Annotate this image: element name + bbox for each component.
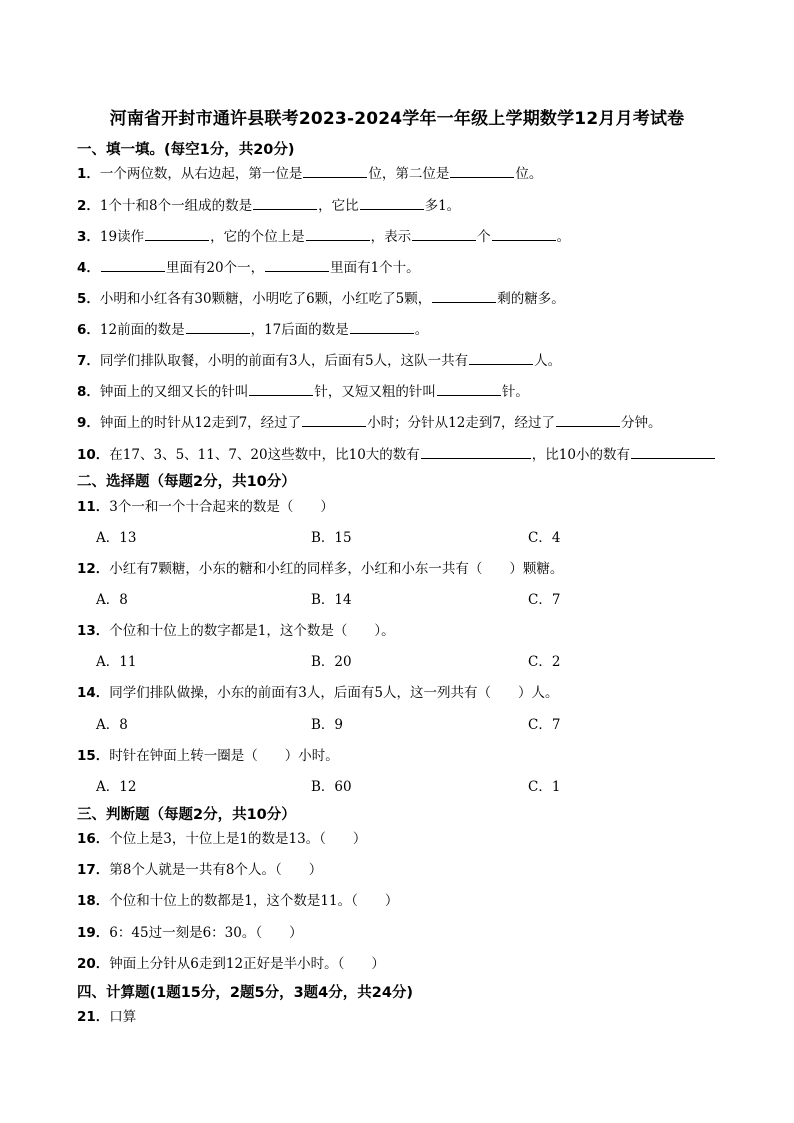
question-5	[77, 290, 565, 308]
question-number: 8．	[77, 384, 100, 400]
question-text: ，17后面的数是	[250, 322, 349, 338]
question-text: 1个十和8个一组成的数是	[99, 198, 253, 214]
question-7	[77, 352, 561, 370]
option-a[interactable]: A．11	[96, 654, 137, 670]
question-number: 3．	[77, 229, 100, 245]
answer-blank[interactable]	[492, 228, 556, 241]
section-heading-multiple-choice: 二、选择题（每题2分，共10分）	[77, 474, 296, 490]
question-number: 9．	[77, 415, 100, 431]
question-21	[77, 1008, 136, 1026]
answer-blank[interactable]	[421, 446, 531, 459]
answer-blank[interactable]	[186, 321, 250, 334]
question-text: 人。	[534, 353, 562, 369]
question-text: 钟面上的时针从12走到7，经过了	[99, 415, 302, 431]
question-number: 10．	[77, 447, 110, 463]
question-text: 钟面上分针从6走到12正好是半小时。（ ）	[109, 956, 385, 972]
question-number: 2．	[77, 198, 100, 214]
question-3	[77, 228, 570, 246]
section-heading-calculation: 四、计算题(1题15分，2题5分，3题4分，共24分)	[77, 985, 414, 1001]
page-title: 河南省开封市通许县联考2023-2024学年一年级上学期数学12月月考试卷	[109, 109, 685, 129]
answer-blank[interactable]	[303, 165, 367, 178]
question-text: 多1。	[424, 198, 461, 214]
answer-blank[interactable]	[145, 228, 209, 241]
option-c[interactable]: C．4	[528, 530, 561, 546]
question-9	[77, 414, 661, 432]
answer-blank[interactable]	[360, 197, 424, 210]
question-19	[77, 924, 303, 942]
question-20	[77, 955, 385, 973]
option-a[interactable]: A．12	[96, 779, 137, 795]
answer-blank[interactable]	[437, 383, 501, 396]
question-number: 20．	[77, 956, 110, 972]
question-text: ，表示	[370, 229, 412, 245]
answer-blank[interactable]	[302, 414, 366, 427]
question-number: 14．	[77, 685, 110, 701]
question-text: 个位和十位上的数字都是1，这个数是（ ）。	[109, 623, 395, 639]
question-text: 6：45过一刻是6：30。（ ）	[109, 925, 303, 941]
question-number: 16．	[77, 831, 110, 847]
question-15	[77, 747, 339, 765]
answer-blank[interactable]	[253, 197, 317, 210]
question-10	[77, 446, 716, 464]
question-text: 个位和十位上的数都是1，这个数是11。（ ）	[109, 893, 399, 909]
answer-blank[interactable]	[306, 228, 370, 241]
question-4	[77, 259, 420, 277]
question-number: 4．	[77, 260, 100, 276]
question-text: ，比10小的数有	[531, 447, 630, 463]
question-text: 同学们排队做操，小东的前面有3人，后面有5人，这一列共有（ ）人。	[109, 685, 559, 701]
question-8	[77, 383, 529, 401]
option-c[interactable]: C．7	[528, 717, 561, 733]
answer-blank[interactable]	[631, 446, 715, 459]
option-c[interactable]: C．1	[528, 779, 561, 795]
question-number: 11．	[77, 499, 110, 515]
answer-blank[interactable]	[432, 290, 496, 303]
option-b[interactable]: B．15	[311, 530, 352, 546]
question-text: 钟面上的又细又长的针叫	[99, 384, 249, 400]
option-b[interactable]: B．14	[311, 592, 352, 608]
option-c[interactable]: C．7	[528, 592, 561, 608]
answer-blank[interactable]	[249, 383, 313, 396]
question-text: 3个一和一个十合起来的数是（ ）	[109, 499, 334, 515]
question-number: 17．	[77, 862, 110, 878]
question-number: 5．	[77, 291, 100, 307]
question-2	[77, 197, 460, 215]
question-text: 小红有7颗糖，小东的糖和小红的同样多，小红和小东一共有（ ）颗糖。	[109, 561, 564, 577]
option-b[interactable]: B．20	[311, 654, 352, 670]
question-number: 13．	[77, 623, 110, 639]
answer-blank[interactable]	[556, 414, 620, 427]
question-text: 分钟。	[620, 415, 662, 431]
question-17	[77, 861, 322, 879]
answer-blank[interactable]	[350, 321, 414, 334]
answer-blank[interactable]	[469, 352, 533, 365]
question-text: 一个两位数，从右边起，第一位是	[99, 166, 303, 182]
question-text: 小明和小红各有30颗糖，小明吃了6颗，小红吃了5颗，	[99, 291, 432, 307]
question-text: 时针在钟面上转一圈是（ ）小时。	[109, 748, 339, 764]
answer-blank[interactable]	[101, 259, 165, 272]
question-number: 19．	[77, 925, 110, 941]
question-text: ，它比	[318, 198, 359, 214]
answer-blank[interactable]	[412, 228, 476, 241]
question-number: 6．	[77, 322, 100, 338]
question-11	[77, 498, 334, 516]
question-text: 里面有20个一，	[165, 260, 265, 276]
question-14	[77, 684, 558, 702]
question-text: ，它的个位上是	[210, 229, 305, 245]
question-text: 个位上是3，十位上是1的数是13。（ ）	[109, 831, 367, 847]
question-text: 口算	[109, 1009, 137, 1025]
option-b[interactable]: B．9	[311, 717, 344, 733]
question-13	[77, 622, 395, 640]
section-heading-fill-in: 一、填一填。(每空1分，共20分)	[77, 142, 295, 158]
answer-blank[interactable]	[265, 259, 329, 272]
question-text: 12前面的数是	[99, 322, 185, 338]
question-text: 在17、3、5、11、7、20这些数中，比10大的数有	[109, 447, 420, 463]
question-12	[77, 560, 563, 578]
question-text: 。	[414, 322, 429, 338]
question-1	[77, 165, 542, 183]
question-text: 针。	[501, 384, 529, 400]
question-text: 小时；分针从12走到7，经过了	[367, 415, 555, 431]
question-number: 1．	[77, 166, 100, 182]
option-a[interactable]: A．8	[96, 592, 128, 608]
option-a[interactable]: A．13	[96, 530, 137, 546]
option-a[interactable]: A．8	[96, 717, 128, 733]
question-text: 。	[556, 229, 571, 245]
question-text: 19读作	[99, 229, 145, 245]
option-b[interactable]: B．60	[311, 779, 352, 795]
question-6	[77, 321, 428, 339]
question-number: 15．	[77, 748, 110, 764]
question-text: 位，第二位是	[368, 166, 450, 182]
question-number: 7．	[77, 353, 100, 369]
option-c[interactable]: C．2	[528, 654, 561, 670]
answer-blank[interactable]	[450, 165, 514, 178]
question-number: 12．	[77, 561, 110, 577]
question-18	[77, 892, 398, 910]
question-number: 18．	[77, 893, 110, 909]
question-text: 针，又短又粗的针叫	[314, 384, 436, 400]
question-number: 21．	[77, 1009, 110, 1025]
question-text: 第8个人就是一共有8个人。（ ）	[109, 862, 323, 878]
question-text: 剩的糖多。	[497, 291, 565, 307]
question-text: 同学们排队取餐，小明的前面有3人，后面有5人，这队一共有	[99, 353, 469, 369]
question-text: 位。	[515, 166, 543, 182]
question-text: 个	[477, 229, 491, 245]
section-heading-true-false: 三、判断题（每题2分，共10分）	[77, 807, 296, 823]
question-16	[77, 830, 366, 848]
question-text: 里面有1个十。	[330, 260, 420, 276]
